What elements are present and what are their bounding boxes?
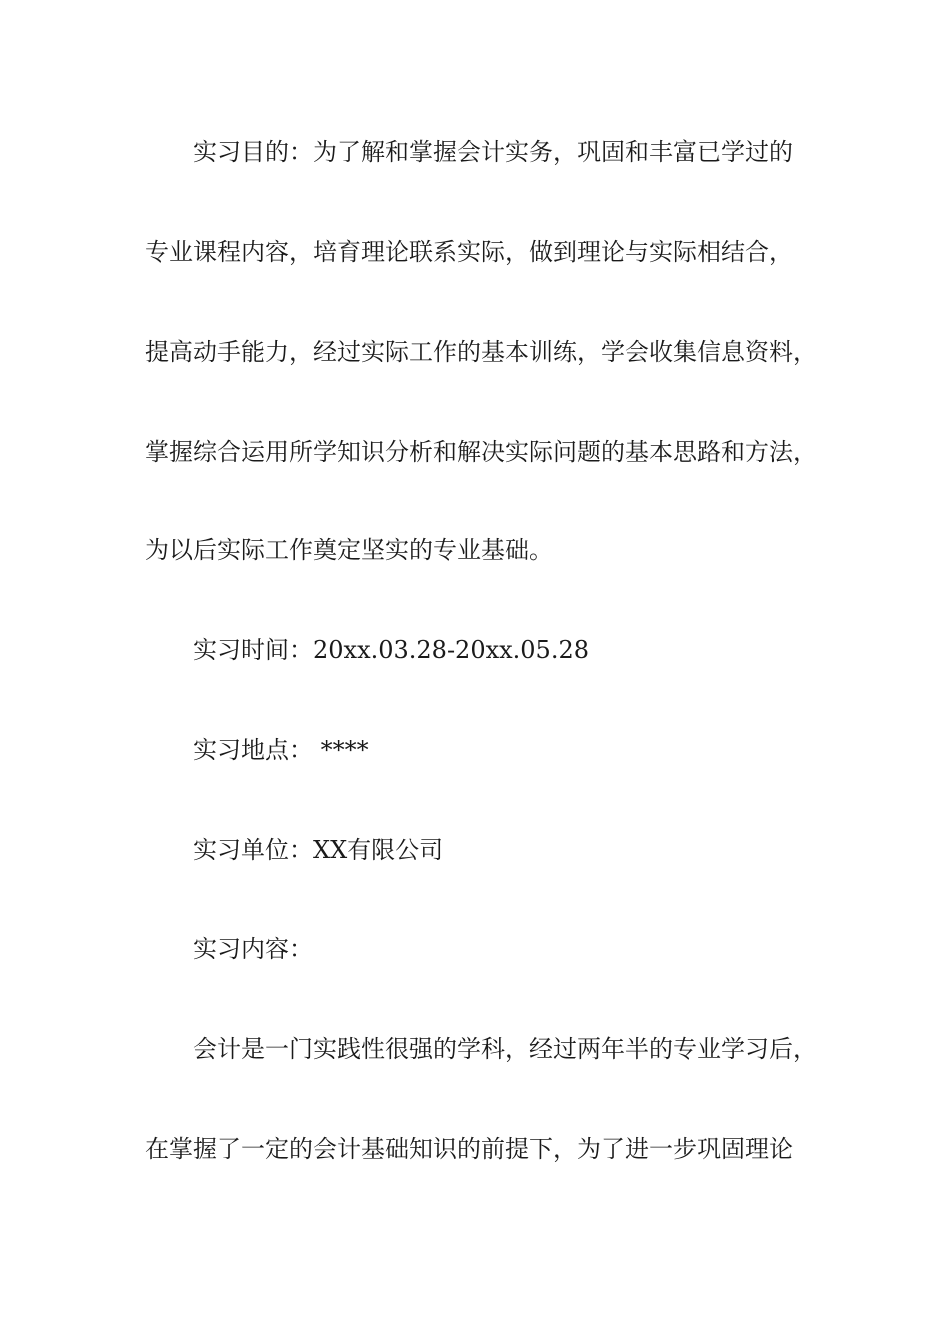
internship-content-heading: 实习内容： bbox=[193, 935, 313, 963]
internship-time: 实习时间：20xx.03.28-20xx.05.28 bbox=[193, 636, 589, 664]
paragraph-content-line-1: 会计是一门实践性很强的学科，经过两年半的专业学习后， bbox=[193, 1035, 817, 1063]
internship-location: 实习地点： **** bbox=[193, 736, 369, 764]
paragraph-content-line-2: 在掌握了一定的会计基础知识的前提下，为了进一步巩固理论 bbox=[145, 1135, 793, 1163]
paragraph-purpose-line-2: 专业课程内容，培育理论联系实际，做到理论与实际相结合， bbox=[145, 238, 793, 266]
paragraph-purpose-line-4: 掌握综合运用所学知识分析和解决实际问题的基本思路和方法， bbox=[145, 438, 817, 466]
internship-company: 实习单位：XX有限公司 bbox=[193, 836, 444, 864]
paragraph-purpose-line-5: 为以后实际工作奠定坚实的专业基础。 bbox=[145, 536, 553, 564]
paragraph-purpose-line-3: 提高动手能力，经过实际工作的基本训练，学会收集信息资料， bbox=[145, 338, 817, 366]
paragraph-purpose-line-1: 实习目的：为了解和掌握会计实务，巩固和丰富已学过的 bbox=[193, 138, 793, 166]
